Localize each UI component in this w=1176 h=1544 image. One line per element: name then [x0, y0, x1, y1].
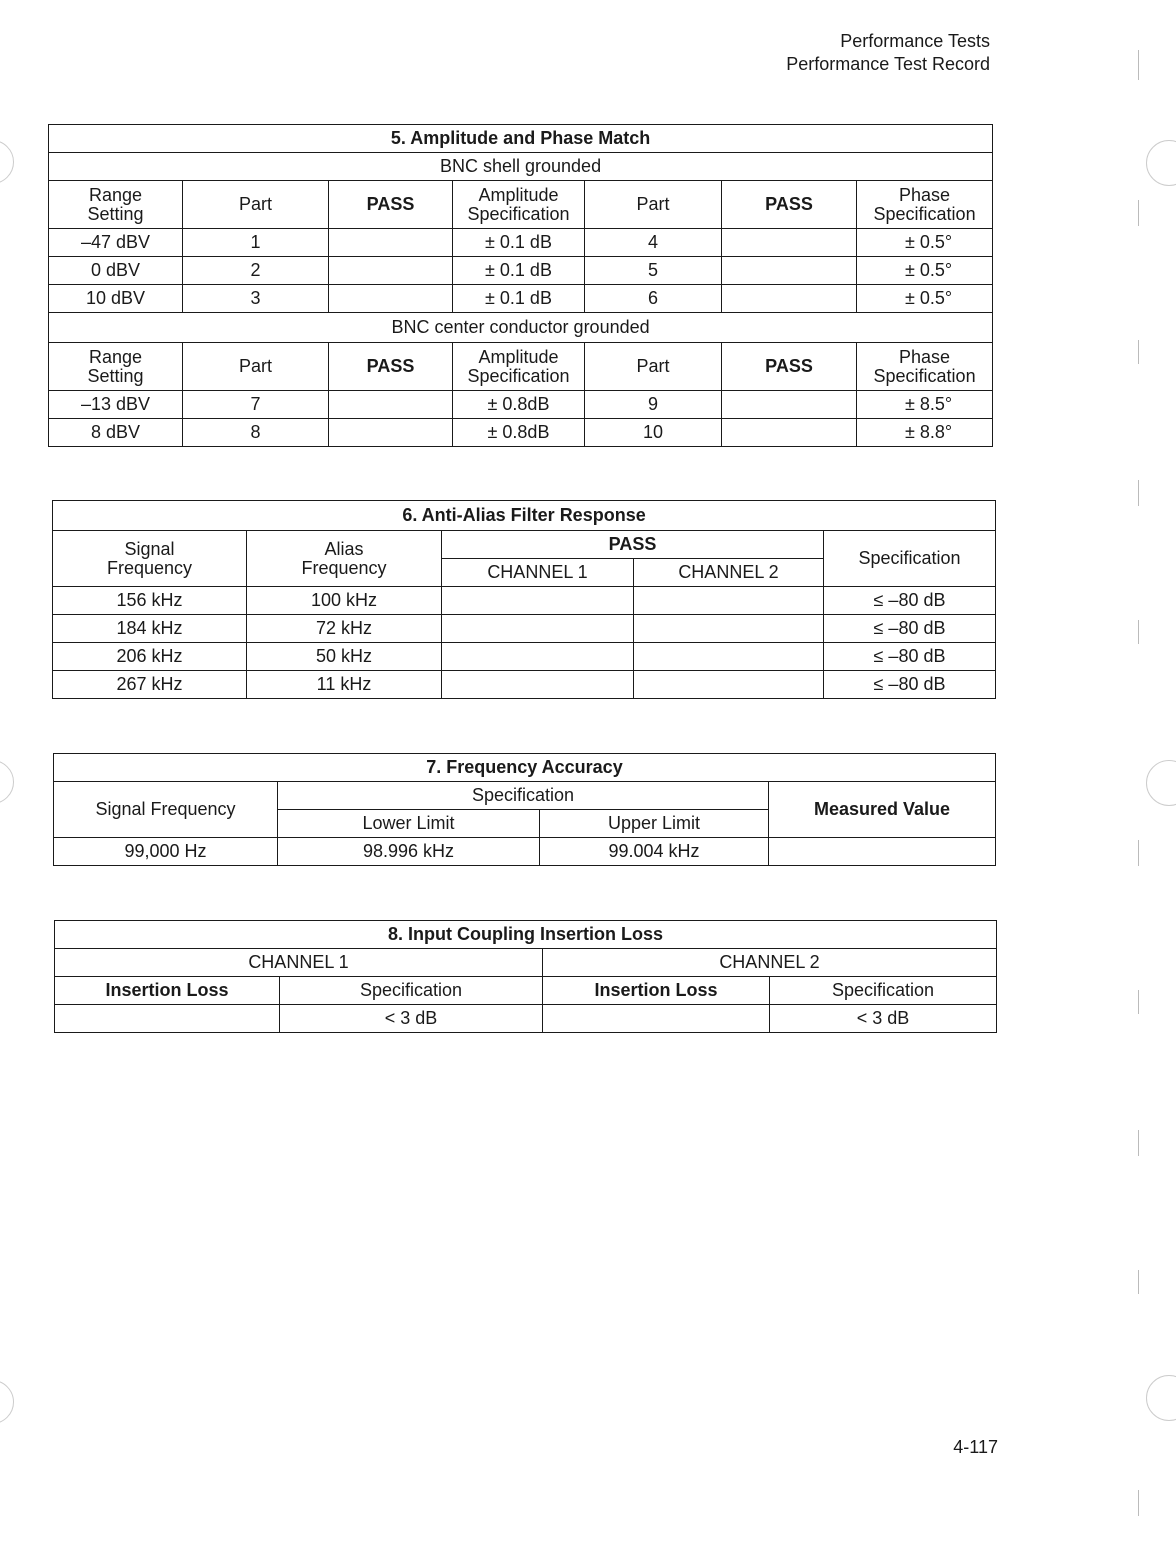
left-margin-arc [0, 1380, 14, 1424]
channel-2-header: CHANNEL 2 [543, 949, 997, 977]
specification-cell: ≤ –80 dB [824, 615, 996, 643]
table-row [49, 419, 993, 447]
table-row [49, 229, 993, 257]
specification-header: Specification [280, 977, 543, 1005]
alias-frequency-cell: 50 kHz [247, 643, 442, 671]
amplitude-spec-header: Amplitude Specification [453, 343, 585, 391]
measured-value-entry-cell[interactable] [769, 838, 996, 866]
pass-entry-cell[interactable] [329, 419, 453, 447]
group-title: BNC center conductor grounded [49, 313, 993, 343]
specification-header: Specification [278, 782, 769, 810]
right-margin-arc [1146, 760, 1176, 806]
header-section: Performance Test Record [786, 54, 990, 74]
specification-cell: ≤ –80 dB [824, 643, 996, 671]
part-cell: 8 [183, 419, 329, 447]
signal-frequency-cell: 184 kHz [53, 615, 247, 643]
pass-entry-cell[interactable] [329, 391, 453, 419]
part-cell: 6 [585, 285, 722, 313]
table-row [55, 1005, 997, 1033]
signal-frequency-header: Signal Frequency [54, 782, 278, 838]
pass-entry-cell[interactable] [329, 285, 453, 313]
upper-limit-header: Upper Limit [540, 810, 769, 838]
binder-edge-mark [1138, 990, 1139, 1014]
range-cell: 0 dBV [49, 257, 183, 285]
amplitude-spec-cell: ± 0.8dB [453, 391, 585, 419]
phase-spec-cell: ± 8.8° [857, 419, 993, 447]
binder-edge-mark [1138, 480, 1139, 506]
insertion-loss-header: Insertion Loss [543, 977, 770, 1005]
range-setting-header: Range Setting [49, 343, 183, 391]
binder-edge-mark [1138, 1130, 1139, 1156]
upper-limit-cell: 99.004 kHz [540, 838, 769, 866]
signal-frequency-cell: 99,000 Hz [54, 838, 278, 866]
phase-spec-header: Phase Specification [857, 181, 993, 229]
channel-1-header: CHANNEL 1 [442, 559, 634, 587]
binder-edge-mark [1138, 200, 1139, 226]
pass-entry-cell[interactable] [329, 229, 453, 257]
binder-edge-mark [1138, 340, 1139, 364]
amplitude-phase-match-table [48, 124, 993, 447]
channel-2-insertion-loss-entry[interactable] [543, 1005, 770, 1033]
left-margin-arc [0, 140, 14, 184]
channel-1-insertion-loss-entry[interactable] [55, 1005, 280, 1033]
channel-2-pass-cell[interactable] [634, 615, 824, 643]
channel-2-header: CHANNEL 2 [634, 559, 824, 587]
right-margin-arc [1146, 1375, 1176, 1421]
measured-value-header: Measured Value [769, 782, 996, 838]
phase-spec-cell: ± 0.5° [857, 285, 993, 313]
alias-frequency-cell: 72 kHz [247, 615, 442, 643]
specification-cell: ≤ –80 dB [824, 587, 996, 615]
range-cell: –13 dBV [49, 391, 183, 419]
pass-header: PASS [722, 343, 857, 391]
pass-entry-cell[interactable] [722, 257, 857, 285]
signal-frequency-cell: 206 kHz [53, 643, 247, 671]
part-header: Part [183, 181, 329, 229]
part-header: Part [183, 343, 329, 391]
amplitude-spec-header: Amplitude Specification [453, 181, 585, 229]
amplitude-spec-cell: ± 0.1 dB [453, 229, 585, 257]
table-row [49, 391, 993, 419]
channel-2-pass-cell[interactable] [634, 643, 824, 671]
signal-frequency-cell: 156 kHz [53, 587, 247, 615]
specification-cell: ≤ –80 dB [824, 671, 996, 699]
channel-2-pass-cell[interactable] [634, 671, 824, 699]
specification-header: Specification [824, 531, 996, 587]
channel-1-pass-cell[interactable] [442, 643, 634, 671]
pass-header: PASS [442, 531, 824, 559]
specification-cell: < 3 dB [280, 1005, 543, 1033]
insertion-loss-header: Insertion Loss [55, 977, 280, 1005]
pass-header: PASS [329, 181, 453, 229]
binder-edge-mark [1138, 50, 1139, 80]
amplitude-spec-cell: ± 0.1 dB [453, 285, 585, 313]
pass-entry-cell[interactable] [722, 391, 857, 419]
channel-1-header: CHANNEL 1 [55, 949, 543, 977]
alias-frequency-header: Alias Frequency [247, 531, 442, 587]
frequency-accuracy-table [53, 753, 996, 866]
right-margin-arc [1146, 140, 1176, 186]
channel-1-pass-cell[interactable] [442, 615, 634, 643]
range-cell: –47 dBV [49, 229, 183, 257]
part-cell: 4 [585, 229, 722, 257]
table-row [53, 615, 996, 643]
page-number: 4-117 [953, 1437, 998, 1457]
part-header: Part [585, 343, 722, 391]
signal-frequency-cell: 267 kHz [53, 671, 247, 699]
phase-spec-cell: ± 8.5° [857, 391, 993, 419]
part-cell: 5 [585, 257, 722, 285]
left-margin-arc [0, 760, 14, 804]
channel-2-pass-cell[interactable] [634, 587, 824, 615]
part-cell: 10 [585, 419, 722, 447]
channel-1-pass-cell[interactable] [442, 671, 634, 699]
channel-1-pass-cell[interactable] [442, 587, 634, 615]
signal-frequency-header: Signal Frequency [53, 531, 247, 587]
table-row [53, 643, 996, 671]
table-row [54, 838, 996, 866]
pass-header: PASS [329, 343, 453, 391]
section-title: 7. Frequency Accuracy [54, 754, 996, 782]
group-title: BNC shell grounded [49, 153, 993, 181]
part-header: Part [585, 181, 722, 229]
amplitude-spec-cell: ± 0.1 dB [453, 257, 585, 285]
part-cell: 1 [183, 229, 329, 257]
section-title: 8. Input Coupling Insertion Loss [55, 921, 997, 949]
header-chapter: Performance Tests [840, 31, 990, 51]
lower-limit-header: Lower Limit [278, 810, 540, 838]
insertion-loss-table [54, 920, 997, 1033]
phase-spec-cell: ± 0.5° [857, 257, 993, 285]
amplitude-spec-cell: ± 0.8dB [453, 419, 585, 447]
page-header [786, 30, 990, 76]
range-setting-header: Range Setting [49, 181, 183, 229]
specification-cell: < 3 dB [770, 1005, 997, 1033]
part-cell: 3 [183, 285, 329, 313]
table-row [53, 587, 996, 615]
section-title: 6. Anti-Alias Filter Response [53, 501, 996, 531]
pass-entry-cell[interactable] [722, 229, 857, 257]
binder-edge-mark [1138, 1490, 1139, 1516]
pass-entry-cell[interactable] [722, 285, 857, 313]
pass-entry-cell[interactable] [722, 419, 857, 447]
binder-edge-mark [1138, 1270, 1139, 1294]
part-cell: 9 [585, 391, 722, 419]
binder-edge-mark [1138, 840, 1139, 866]
table-row [49, 285, 993, 313]
table-row [53, 671, 996, 699]
part-cell: 7 [183, 391, 329, 419]
range-cell: 10 dBV [49, 285, 183, 313]
alias-frequency-cell: 11 kHz [247, 671, 442, 699]
part-cell: 2 [183, 257, 329, 285]
section-title: 5. Amplitude and Phase Match [49, 125, 993, 153]
anti-alias-filter-table [52, 500, 996, 699]
phase-spec-header: Phase Specification [857, 343, 993, 391]
table-row [49, 257, 993, 285]
specification-header: Specification [770, 977, 997, 1005]
phase-spec-cell: ± 0.5° [857, 229, 993, 257]
pass-header: PASS [722, 181, 857, 229]
pass-entry-cell[interactable] [329, 257, 453, 285]
range-cell: 8 dBV [49, 419, 183, 447]
lower-limit-cell: 98.996 kHz [278, 838, 540, 866]
alias-frequency-cell: 100 kHz [247, 587, 442, 615]
binder-edge-mark [1138, 620, 1139, 644]
